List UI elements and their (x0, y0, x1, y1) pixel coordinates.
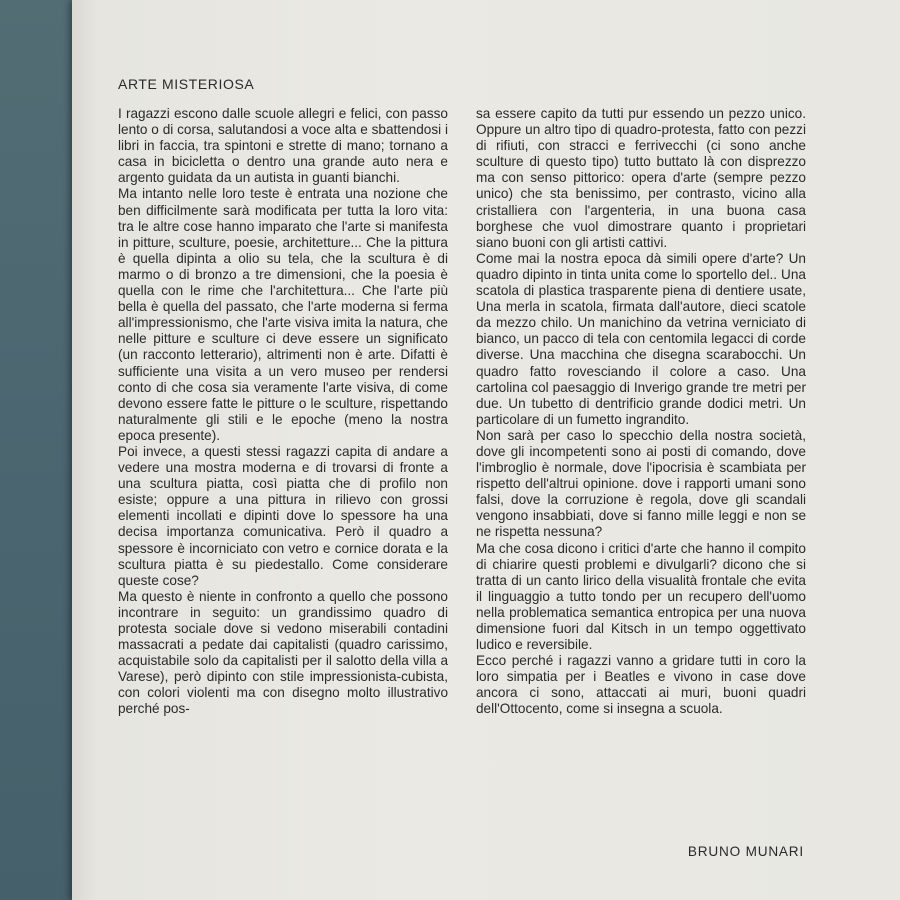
paragraph: Non sarà per caso lo specchio della nostra società, dove gli incompetenti sono ai posti di comando, dove l'imbroglio è normale, dove l'ipocrisia è scambiata per rispetto dell'altrui opinione. dove i rapporti umani sono falsi, dove la corruzione è regola, dove gli scandali vengono insabbiati, dove si fanno mille leggi e non se ne rispetta nessuna? (476, 427, 806, 540)
text-column-right (476, 106, 806, 718)
article-title: ARTE MISTERIOSA (118, 76, 255, 92)
paragraph: sa essere capito da tutti pur essendo un pezzo unico. Oppure un altro tipo di quadro-protesta, fatto con pezzi di rifiuti, con stracci e ferrivecchi (ci sono anche sculture di questo tipo) tutto buttato là con disprezzo ma con senso pittorico: opera d'arte (sempre pezzo unico) che sta benissimo, per contrasto, vicino alla cristalliera con l'argenteria, in una buona casa borghese che vuol dimostrare quanto i proprietari siano buoni con gli artisti cattivi. (476, 106, 806, 250)
paragraph: Ma questo è niente in confronto a quello che possono incontrare in seguito: un grandissimo quadro di protesta sociale dove si vedono miserabili contadini massacrati a pedate dai capitalisti (quadro carissimo, acquistabile solo da capitalisti per il salotto della villa a Varese), però dipinto con stile impressionista-cubista, con colori violenti ma con disegno molto illustrativo perché pos- (118, 588, 448, 717)
author-signature: BRUNO MUNARI (687, 844, 804, 859)
text-column-left (118, 106, 448, 718)
paragraph: Come mai la nostra epoca dà simili opere d'arte? Un quadro dipinto in tinta unita come lo sportello del.. Una scatola di plastica trasparente piena di dentiere usate, Una merla in scatola, firmata dall'autore, dieci scatole da mezzo chilo. Un manichino da vetrina verniciato di bianco, un pacco di tela con centomila legacci di corde diverse. Una macchina che disegna scarabocchi. Un quadro fatto rovesciando il colore a caso. Una cartolina col paesaggio di Inverigo grande tre metri per due. Un tubetto di dentrificio grande dodici metri. Un particolare di un fumetto ingrandito. (476, 250, 806, 427)
paragraph: Poi invece, a questi stessi ragazzi capita di andare a vedere una mostra moderna e di trovarsi di fronte a una scultura piatta, così piatta che di profilo non esiste; oppure a una pittura in rilievo con grossi elementi incollati e dipinti dove lo spessore ha una decisa importanza comunicativa. Però il quadro a spessore è incorniciato con vetro e cornice dorata e la scultura piatta è su piedestallo. Come considerare queste cose? (118, 443, 448, 588)
paragraph: Ma intanto nelle loro teste è entrata una nozione che ben difficilmente sarà modificata per tutta la loro vita: tra le altre cose hanno imparato che l'arte si manifesta in pitture, sculture, poesie, architetture... Che la pittura è quella dipinta a olio su tela, che la scultura è di marmo o di bronzo a tre dimensioni, che la poesia è quella con le rime che l'architettura... Che l'arte più bella è quella del passato, che l'arte moderna si ferma all'impressionismo, che l'arte visiva imita la natura, che nelle pitture e sculture ci deve essere un significato (un racconto letterario), altrimenti non è arte. Difatti è sufficiente una visita a un vero museo per rendersi conto di che cosa sia veramente l'arte visiva, di come devono essere fatte le pitture o le sculture, rispettando naturalmente gli stili e le epoche (meno la nostra epoca presente). (118, 186, 448, 443)
paragraph: Ma che cosa dicono i critici d'arte che hanno il compito di chiarire questi problemi e divulgarli? dicono che si tratta di un canto lirico della visualità frontale che evita il linguaggio a tutto tondo per un recupero dell'uomo nella problematica semantica entropica per una nuova dimensione fuori dal Kitsch in un tempo oggettivato ludico e reversibile. (476, 540, 806, 653)
paragraph: Ecco perché i ragazzi vanno a gridare tutti in coro la loro simpatia per i Beatles e vivono in case dove ancora ci sono, attaccati ai muri, buoni quadri dell'Ottocento, come si insegna a scuola. (476, 653, 806, 717)
paragraph: I ragazzi escono dalle scuole allegri e felici, con passo lento o di corsa, salutandosi a voce alta e sbattendosi i libri in faccia, tra spintoni e strette di mano; tornano a casa in bicicletta o dentro una grande auto nera e argento guidata da un autista in guanti bianchi. (118, 106, 448, 186)
